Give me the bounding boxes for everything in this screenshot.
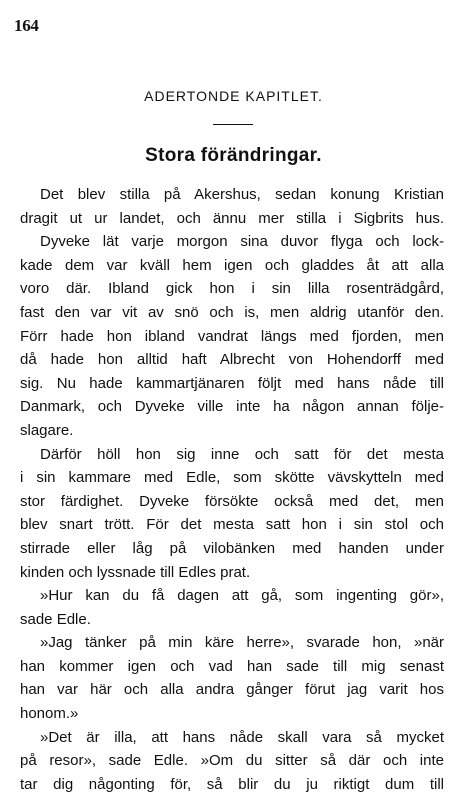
text-line: sade Edle. [20, 610, 91, 628]
text-line: i sin kammare med Edle, som skötte vävskytteln med [20, 469, 444, 487]
text-line: slagare. [20, 421, 74, 439]
text-line: blev snart trött. För det mesta satt hon i sin stol och [20, 516, 444, 534]
text-line: Danmark, och Dyveke ville inte ha någon annan följe- [20, 398, 444, 416]
text-line: »Hur kan du få dagen att gå, som ingenting gör», [40, 587, 444, 605]
body-text [20, 183, 444, 796]
text-line: honom.» [20, 705, 79, 723]
text-line: Därför höll hon sig inne och satt för det mesta [40, 445, 444, 463]
text-line: Dyveke lät varje morgon sina duvor flyga och lock- [40, 233, 444, 251]
text-line: fast den var vit av snö och is, men aldrig utanför den. [20, 303, 444, 321]
text-line: sig. Nu hade kammartjänaren följt med hans nåde till [20, 374, 444, 392]
heading-divider [213, 124, 253, 125]
text-line: Förr hade hon ibland vandrat längs med fjorden, men [20, 327, 444, 345]
text-line: stirrade eller låg på vilobänken med handen under [20, 539, 444, 557]
text-line: »Jag tänker på min käre herre», svarade hon, »när [40, 634, 444, 652]
text-line: dragit ut ur landet, och ännu mer stilla i Sigbrits hus. [20, 209, 444, 227]
text-line: Det blev stilla på Akershus, sedan konung Kristian [40, 186, 444, 203]
chapter-heading: ADERTONDE KAPITLET. [144, 88, 323, 104]
text-line: då hade hon alltid haft Albrecht von Hohendorff med [20, 351, 444, 369]
text-line: han kommer igen och vad han sade till mig senast [20, 657, 444, 675]
section-title: Stora förändringar. [145, 145, 322, 166]
text-line: han var här och alla andra gånger förut jag varit hos [20, 681, 444, 699]
text-line: tar dig någonting för, så blir du ju riktigt dum till [20, 775, 444, 793]
text-line: på resor», sade Edle. »Om du sitter så där och inte [20, 752, 444, 770]
text-line: stor färdighet. Dyveke försökte också med det, men [20, 492, 444, 510]
text-line: »Det är illa, att hans nåde skall vara så mycket [40, 728, 444, 746]
text-line: kinden och lyssnade till Edles prat. [20, 563, 251, 581]
text-line: voro där. Ibland gick hon i sin lilla rosenträdgård, [20, 280, 444, 298]
text-line: kade dem var kväll hem igen och gladdes åt att alla [20, 256, 444, 274]
page-number: 164 [14, 16, 39, 35]
